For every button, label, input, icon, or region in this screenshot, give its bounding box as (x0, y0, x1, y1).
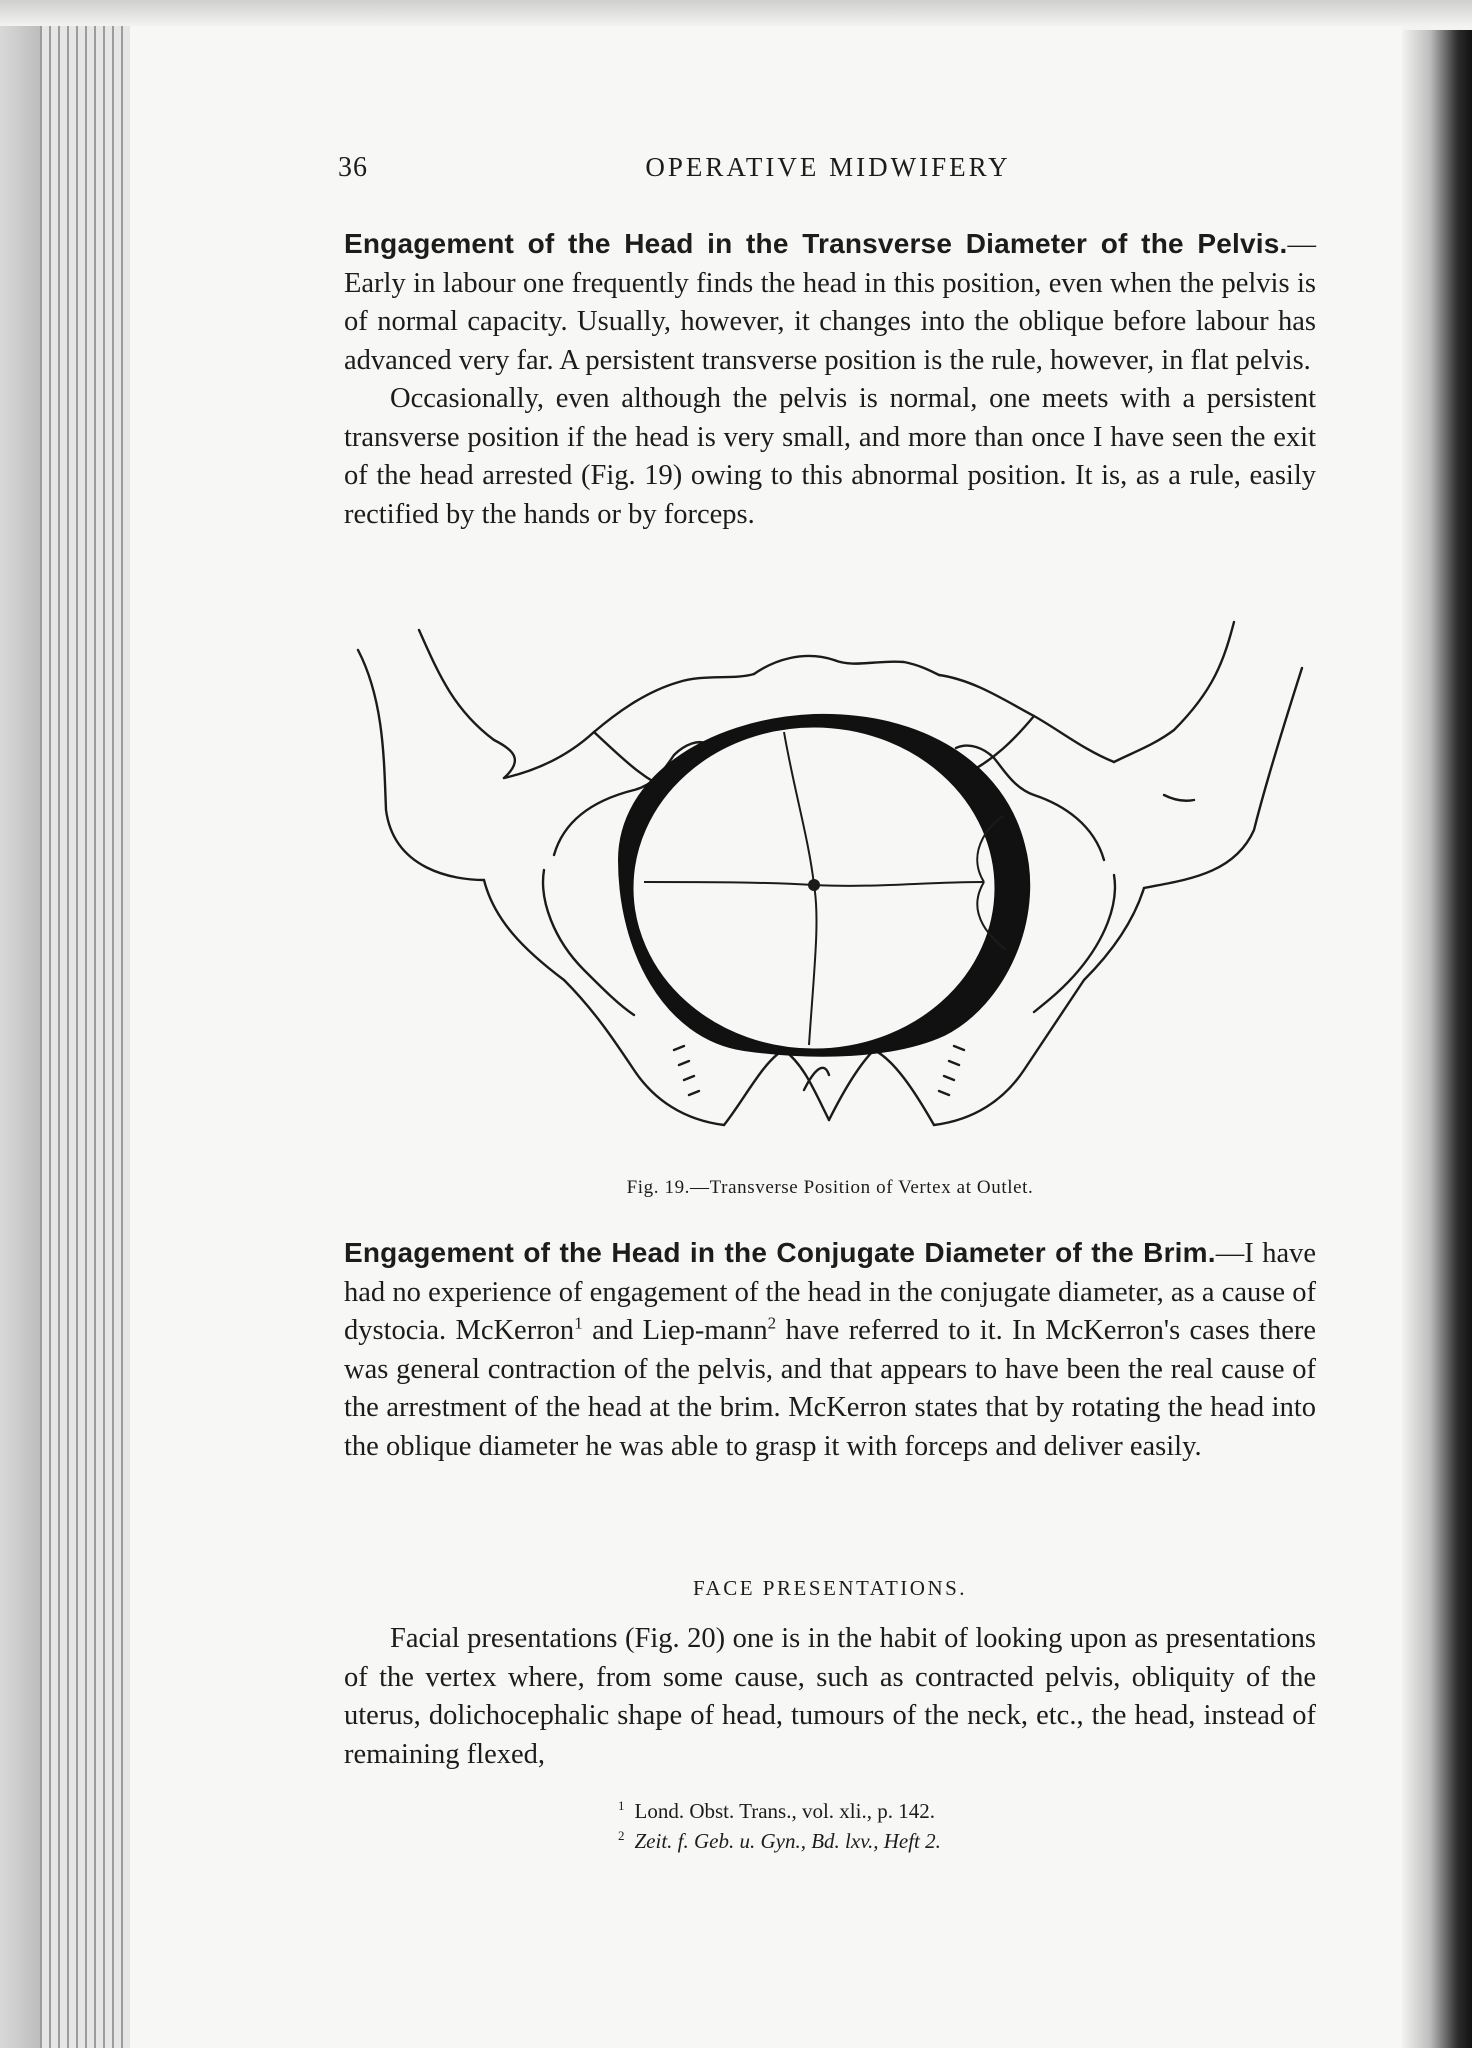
footnote (618, 1796, 941, 1826)
footnote-text: Lond. Obst. Trans., vol. xli., p. 142. (634, 1799, 935, 1823)
paragraph: Facial presentations (Fig. 20) one is in the habit of looking upon as presentations of the vertex where, from some cause, such as contracted pelvis, obliquity of the uterus, dolichocephalic shape of head, tumours of the neck, etc., the head, instead of remaining flexed, (344, 1623, 1316, 1770)
paragraph: Occasionally, even although the pelvis is normal, one meets with a persistent transverse position if the head is very small, and more than once I have seen the exit of the head arrested (Fig. 19) owing to this abnormal position. It is, as a rule, easily rectified by the hands or by forceps. (344, 383, 1316, 530)
paragraph-text: Early in labour one frequently finds the head in this position, even when the pelvis is of normal capacity. Usually, however, it changes into the oblique before labour has advanced very far. A persistent transverse position is the rule, however, in flat pelvis. (344, 267, 1316, 376)
page-header (338, 152, 1318, 192)
footnote-ref: 1 (574, 1313, 583, 1333)
paragraph-text: I have had no experience of engagement of the head in the conjugate diameter, as a cause of dystocia. McKerron (344, 1238, 1316, 1346)
section-conjugate (344, 1234, 1316, 1466)
footnote (618, 1826, 941, 1856)
paragraph-text: have referred to it. In McKerron's cases there was general contraction of the pelvis, and that appears to have been the real cause of the arrestment of the head at the brim. McKerron states that by rotating the head into the oblique diameter he was able to grasp it with forceps and deliver easily. (344, 1315, 1317, 1462)
section-face-presentations (344, 1620, 1316, 1774)
em-dash: — (1215, 1238, 1245, 1269)
book-edge (0, 0, 40, 2048)
paragraph (344, 1234, 1316, 1466)
section-heading: Engagement of the Head in the Conjugate Diameter of the Brim. (344, 1237, 1216, 1268)
em-dash: — (1287, 229, 1316, 260)
footnote-marker: 1 (618, 1798, 625, 1813)
page-number: 36 (338, 152, 368, 183)
pelvis-illustration (344, 620, 1316, 1165)
section-transverse (344, 225, 1316, 534)
book-gutter-shadow (1402, 30, 1472, 2048)
book-page-edges (40, 0, 130, 2048)
footnotes (618, 1796, 941, 1856)
footnote-text: Zeit. f. Geb. u. Gyn., Bd. lxv., Heft 2. (634, 1829, 941, 1853)
paragraph-text: and Liep-mann (582, 1315, 768, 1346)
figure-caption: Fig. 19.—Transverse Position of Vertex at Outlet. (626, 1177, 1034, 1198)
book-top-edge (0, 0, 1472, 26)
figure-pelvis (344, 620, 1316, 1165)
section-heading: Engagement of the Head in the Transverse Diameter of the Pelvis. (344, 228, 1288, 259)
footnote-marker: 2 (618, 1828, 625, 1843)
running-title: OPERATIVE MIDWIFERY (645, 152, 1011, 182)
paragraph (344, 225, 1316, 380)
footnote-ref: 2 (767, 1313, 777, 1333)
section-title: FACE PRESENTATIONS. (692, 1576, 968, 1600)
